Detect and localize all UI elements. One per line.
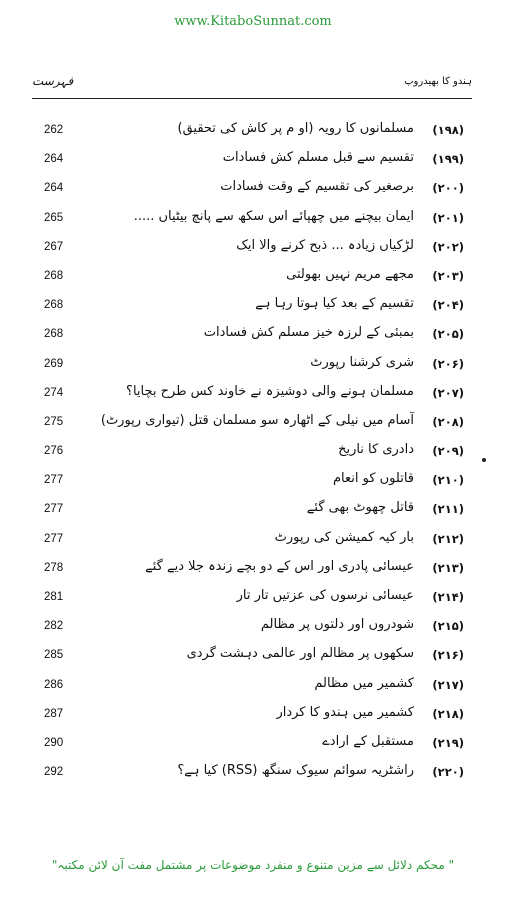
toc-item-title: شری کرشنا رپورٹ	[310, 354, 414, 370]
toc-item-number: (۲۱۶)	[432, 648, 464, 663]
toc-item-number: (۱۹۸)	[432, 123, 464, 137]
toc-page-number: 264	[44, 153, 64, 166]
toc-row	[0, 760, 506, 789]
toc-page-number: 268	[44, 299, 64, 312]
toc-item-title: مستقبل کے ارادے	[322, 733, 414, 749]
toc-row	[0, 731, 506, 760]
toc-item-title: قاتلوں کو انعام	[332, 471, 414, 487]
running-head-left-label: فہرست	[32, 74, 74, 88]
toc-page-number: 286	[44, 678, 64, 691]
stray-ink-mark	[482, 458, 486, 462]
running-head	[32, 72, 472, 100]
toc-page-number: 292	[44, 766, 64, 779]
toc-item-title: مسلمانوں کا رویہ (او م پر کاش کی تحقیق)	[177, 121, 414, 136]
toc-item-number: (۲۰۲)	[432, 239, 464, 254]
toc-page-number: 276	[44, 445, 64, 458]
toc-item-number: (۲۱۰)	[432, 473, 464, 488]
toc-page-number: 287	[44, 707, 64, 720]
toc-item-title: کشمیر میں مظالم	[314, 675, 414, 691]
toc-page-number: 267	[44, 240, 64, 253]
toc-item-number: (۲۰۷)	[432, 385, 464, 400]
toc-item-title: لڑکیاں زیادہ ... ذبح کرنے والا ایک	[236, 237, 414, 253]
toc-item-title: بار کیہ کمیشن کی رپورٹ	[274, 529, 414, 545]
toc-item-number: (۲۰۹)	[432, 444, 464, 459]
toc-item-title: قاتل چھوٹ بھی گئے	[306, 500, 414, 516]
toc-item-number: (۲۱۷)	[432, 677, 464, 692]
toc-row	[0, 497, 506, 526]
toc-item-title: عیسائی نرسوں کی عزتیں تار تار	[236, 588, 414, 603]
toc-row	[0, 352, 506, 381]
toc-page-number: 278	[44, 561, 64, 574]
toc-row	[0, 702, 506, 731]
toc-row	[0, 176, 506, 205]
header-rule	[32, 98, 472, 99]
toc-page-number: 274	[44, 386, 64, 399]
toc-item-title: ایمان بیچنے میں چھپائے اس سکھ سے پانچ بیٹیاں .....	[133, 208, 414, 224]
toc-row	[0, 410, 506, 439]
toc-item-title: بمبئی کے لرزہ خیز مسلم کش فسادات	[203, 325, 414, 341]
toc-item-number: (۲۰۵)	[432, 327, 464, 342]
toc-row	[0, 556, 506, 585]
toc-row	[0, 322, 506, 351]
toc-page-number: 277	[44, 503, 64, 516]
toc-page-number: 264	[44, 182, 64, 195]
toc-item-title: عیسائی پادری اور اس کے دو بچے زندہ جلا دیے گئے	[145, 558, 414, 574]
toc-item-number: (۲۰۱)	[432, 210, 464, 225]
toc-item-title: مجھے مریم نہیں بھولتی	[286, 266, 414, 282]
toc-item-number: (۲۰۴)	[432, 298, 464, 313]
toc-item-title: برصغیر کی تقسیم کے وقت فسادات	[220, 179, 414, 195]
toc-row	[0, 468, 506, 497]
toc-item-title: شودروں اور دلتوں پر مظالم	[260, 617, 414, 633]
toc-item-number: (۲۱۹)	[432, 735, 464, 750]
toc-row	[0, 439, 506, 468]
toc-item-title: راشٹریہ سوائم سیوک سنگھ (RSS) کیا ہے؟	[177, 763, 414, 779]
toc-row	[0, 527, 506, 556]
site-url[interactable]: www.KitaboSunnat.com	[174, 14, 332, 29]
toc-row	[0, 235, 506, 264]
toc-row	[0, 293, 506, 322]
table-of-contents	[0, 118, 506, 789]
footer-tagline: " محکم دلائل سے مزین متنوع و منفرد موضوعات پر مشتمل مفت آن لائن مکتبہ"	[51, 858, 455, 872]
toc-page-number: 269	[44, 357, 64, 370]
toc-item-number: (۲۱۱)	[432, 502, 464, 517]
toc-page-number: 268	[44, 269, 64, 282]
toc-item-title: آسام میں نیلی کے اٹھارہ سو مسلمان قتل (تیواری رپورٹ)	[100, 412, 414, 428]
toc-item-title: تقسیم کے بعد کیا ہوتا رہا ہے	[255, 296, 414, 312]
toc-page-number: 282	[44, 620, 64, 633]
toc-item-title: تقسیم سے قبل مسلم کش فسادات	[222, 150, 414, 166]
toc-page-number: 290	[44, 736, 64, 749]
toc-row	[0, 381, 506, 410]
toc-item-number: (۱۹۹)	[432, 152, 464, 167]
toc-item-number: (۲۰۳)	[432, 268, 464, 283]
toc-row	[0, 206, 506, 235]
toc-row	[0, 118, 506, 147]
toc-item-number: (۲۲۰)	[432, 765, 464, 780]
toc-page-number: 285	[44, 649, 64, 662]
toc-page-number: 262	[44, 124, 64, 136]
toc-row	[0, 585, 506, 614]
toc-item-number: (۲۱۲)	[432, 531, 464, 546]
toc-item-title: سکھوں پر مظالم اور عالمی دہشت گردی	[186, 646, 414, 662]
toc-page-number: 268	[44, 328, 64, 341]
toc-row	[0, 673, 506, 702]
toc-item-number: (۲۱۸)	[432, 706, 464, 721]
toc-item-title: مسلمان ہونے والی دوشیزہ نے خاوند کس طرح بچایا؟	[126, 383, 414, 399]
toc-row	[0, 264, 506, 293]
toc-item-number: (۲۰۰)	[432, 181, 464, 196]
toc-page-number: 277	[44, 532, 64, 545]
toc-item-number: (۲۰۸)	[432, 414, 464, 429]
toc-item-number: (۲۱۳)	[432, 560, 464, 575]
toc-row	[0, 614, 506, 643]
toc-page-number: 275	[44, 415, 64, 428]
toc-page-number: 277	[44, 474, 64, 487]
toc-item-number: (۲۱۴)	[432, 590, 464, 604]
toc-item-title: دادری کا ناریخ	[338, 442, 414, 458]
toc-row	[0, 147, 506, 176]
toc-item-number: (۲۱۵)	[432, 619, 464, 634]
toc-page-number: 265	[44, 211, 64, 224]
toc-page-number: 281	[44, 591, 64, 603]
toc-row	[0, 643, 506, 672]
running-head-right-label: ہندو کا بھیدروپ	[404, 76, 472, 87]
toc-item-title: کشمیر میں ہندو کا کردار	[276, 704, 414, 720]
toc-item-number: (۲۰۶)	[432, 356, 464, 371]
